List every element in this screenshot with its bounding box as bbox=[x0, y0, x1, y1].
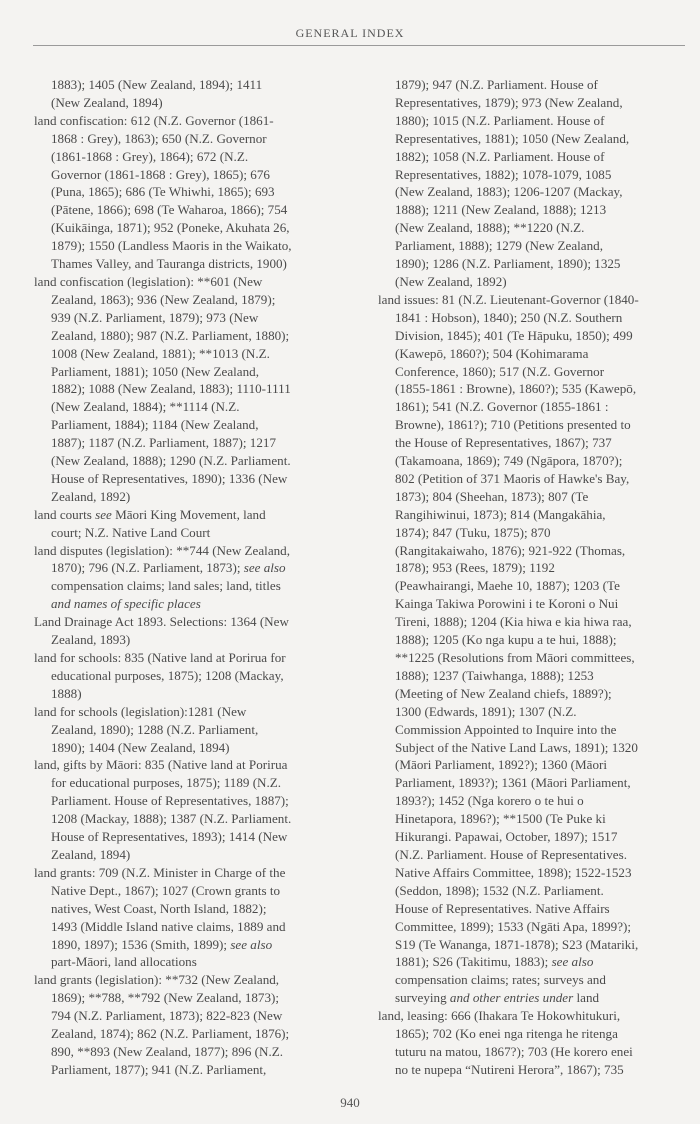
index-line: 1883); 1405 (New Zealand, 1894); 1411 bbox=[51, 77, 263, 92]
index-line: 939 (N.Z. Parliament, 1879); 973 (New bbox=[51, 309, 259, 325]
index-line: no te nupepa “Nutireni Herora”, 1867); 735 bbox=[395, 1061, 624, 1077]
index-line: Zealand, 1890); 1288 (N.Z. Parliament, bbox=[51, 721, 259, 737]
index-line: court; N.Z. Native Land Court bbox=[51, 524, 211, 540]
index-line: 1890); 1404 (New Zealand, 1894) bbox=[51, 739, 230, 755]
index-line: (Kawepō, 1860?); 504 (Kohimarama bbox=[395, 345, 589, 361]
index-entry bbox=[34, 703, 344, 757]
index-line: Subject of the Native Land Laws, 1891); 1320 bbox=[395, 739, 638, 755]
index-line: Representatives, 1882); 1078-1079, 1085 bbox=[395, 166, 612, 182]
index-line: (Kuikāinga, 1871); 952 (Poneke, Akuhata 26, bbox=[51, 220, 290, 236]
index-line: 1888); 1237 (Taiwhanga, 1888); 1253 bbox=[395, 667, 594, 683]
index-line: land confiscation (legislation): **601 (New bbox=[34, 273, 263, 289]
index-line: for educational purposes, 1875); 1189 (N.Z. bbox=[51, 775, 282, 791]
index-line: compensation claims; land sales; land, titles bbox=[51, 578, 281, 594]
index-line: 1008 (New Zealand, 1881); **1013 (N.Z. bbox=[51, 345, 270, 361]
index-line: S19 (Te Wananga, 1871-1878); S23 (Matariki, bbox=[395, 936, 639, 952]
index-line: land, gifts by Māori: 835 (Native land at Porirua bbox=[34, 757, 288, 773]
index-line: 794 (N.Z. Parliament, 1873); 822-823 (New bbox=[51, 1008, 283, 1024]
index-line: the House of Representatives, 1867); 737 bbox=[395, 435, 612, 451]
index-line: House of Representatives, 1893); 1414 (New bbox=[51, 829, 288, 845]
index-line: (Peawhairangi, Maehe 10, 1887); 1203 (Te bbox=[395, 578, 620, 594]
index-line: Native Dept., 1867); 1027 (Crown grants to bbox=[51, 882, 281, 898]
index-line: Parliament, 1884); 1184 (New Zealand, bbox=[51, 417, 259, 433]
index-line: Zealand, 1892) bbox=[51, 488, 131, 504]
index-line: Native Affairs Committee, 1898); 1522-1523 bbox=[395, 864, 632, 880]
index-line: **1225 (Resolutions from Māori committees, bbox=[395, 650, 635, 665]
index-line: House of Representatives, 1890); 1336 (New bbox=[51, 470, 288, 486]
index-line: 1841 : Hobson), 1840); 250 (N.Z. Southern bbox=[395, 309, 623, 325]
index-line: 1893?); 1452 (Nga korero o te hui o bbox=[395, 793, 584, 809]
index-line: Hikurangi. Papawai, October, 1897); 1517 bbox=[395, 829, 618, 845]
index-line: Parliament, 1893?); 1361 (Māori Parliament, bbox=[395, 775, 631, 791]
index-line: Parliament, 1888); 1279 (New Zealand, bbox=[395, 238, 603, 254]
index-line: Thames Valley, and Tauranga districts, 1900) bbox=[51, 256, 287, 272]
index-line: 1882); 1088 (New Zealand, 1883); 1110-1111 bbox=[51, 381, 291, 397]
index-line: land for schools: 835 (Native land at Porirua for bbox=[34, 650, 286, 665]
index-line: land grants: 709 (N.Z. Minister in Charge of the bbox=[34, 864, 286, 880]
index-line: land issues: 81 (N.Z. Lieutenant-Governor (1840- bbox=[378, 291, 639, 307]
index-entry bbox=[34, 613, 344, 649]
index-entry bbox=[378, 291, 688, 1007]
index-entry bbox=[34, 112, 344, 273]
index-line: Commission Appointed to Inquire into the bbox=[395, 721, 617, 737]
index-entry bbox=[34, 76, 344, 112]
index-line: Zealand, 1894) bbox=[51, 846, 131, 862]
index-entry bbox=[34, 273, 344, 506]
index-line: 1888) bbox=[51, 685, 82, 701]
index-entry bbox=[34, 542, 344, 614]
index-entry bbox=[34, 649, 344, 703]
index-line: Parliament. House of Representatives, 1887); bbox=[51, 793, 289, 809]
index-line: (New Zealand, 1883); 1206-1207 (Mackay, bbox=[395, 184, 623, 200]
index-line: 1887); 1187 (N.Z. Parliament, 1887); 1217 bbox=[51, 435, 276, 451]
index-entry bbox=[34, 506, 344, 542]
index-line: 1878); 953 (Rees, 1879); 1192 bbox=[395, 560, 555, 576]
index-line: (Meeting of New Zealand chiefs, 1889?); bbox=[395, 685, 612, 701]
index-line: (N.Z. Parliament. House of Representatives. bbox=[395, 846, 627, 862]
index-line: 1890, 1897); 1536 (Smith, 1899); see also bbox=[51, 936, 273, 952]
index-line: 1869); **788, **792 (New Zealand, 1873); bbox=[51, 990, 280, 1006]
index-line: part-Māori, land allocations bbox=[51, 954, 197, 970]
index-line: land confiscation: 612 (N.Z. Governor (1861- bbox=[34, 112, 274, 128]
page-number: 940 bbox=[340, 1095, 360, 1110]
index-line: land disputes (legislation): **744 (New Zealand, bbox=[34, 542, 290, 558]
index-line: land, leasing: 666 (Ihakara Te Hokowhitukuri, bbox=[378, 1008, 621, 1024]
index-line: 1873); 804 (Sheehan, 1873); 807 (Te bbox=[395, 488, 589, 504]
index-line: Tireni, 1888); 1204 (Kia hiwa e kia hiwa raa, bbox=[395, 614, 632, 630]
index-line: Representatives, 1879); 973 (New Zealand, bbox=[395, 94, 623, 110]
index-line: Kainga Takiwa Porowini i te Koroni o Nui bbox=[395, 596, 619, 612]
index-line: Zealand, 1880); 987 (N.Z. Parliament, 1880); bbox=[51, 327, 290, 343]
index-line: Governor (1861-1868 : Grey), 1865); 676 bbox=[51, 166, 270, 182]
index-line: 1881); S26 (Takitimu, 1883); see also bbox=[395, 954, 594, 970]
index-line: 1874); 847 (Tuku, 1875); 870 bbox=[395, 524, 551, 540]
index-line: (New Zealand, 1894) bbox=[51, 94, 163, 110]
index-line: (Māori Parliament, 1892?); 1360 (Māori bbox=[395, 757, 607, 773]
index-line: Zealand, 1874); 862 (N.Z. Parliament, 1876); bbox=[51, 1026, 290, 1042]
index-line: 1890); 1286 (N.Z. Parliament, 1890); 1325 bbox=[395, 256, 621, 272]
index-line: 1865); 702 (Ko enei nga ritenga he ritenga bbox=[395, 1026, 618, 1042]
index-line: (Pātene, 1866); 698 (Te Waharoa, 1866); 754 bbox=[51, 202, 288, 218]
index-line: 1300 (Edwards, 1891); 1307 (N.Z. bbox=[395, 703, 577, 719]
index-line: Parliament, 1877); 941 (N.Z. Parliament, bbox=[51, 1061, 267, 1077]
index-line: land for schools (legislation):1281 (New bbox=[34, 703, 247, 719]
index-line: Hinetapora, 1896?); **1500 (Te Puke ki bbox=[395, 811, 606, 827]
index-line: (New Zealand, 1892) bbox=[395, 273, 507, 289]
index-line: 1888); 1205 (Ko nga kupu a te hui, 1888); bbox=[395, 632, 617, 648]
index-line: Parliament, 1881); 1050 (New Zealand, bbox=[51, 363, 259, 379]
index-entry bbox=[378, 76, 688, 291]
index-line: 1879); 947 (N.Z. Parliament. House of bbox=[395, 77, 598, 92]
index-line: Division, 1845); 401 (Te Hāpuku, 1850); 499 bbox=[395, 327, 633, 343]
index-line: House of Representatives. Native Affairs bbox=[395, 900, 610, 916]
index-line: 1208 (Mackay, 1888); 1387 (N.Z. Parliament. bbox=[51, 811, 292, 827]
index-line: Representatives, 1881); 1050 (New Zealand, bbox=[395, 130, 630, 146]
index-line: Browne), 1861?); 710 (Petitions presented to bbox=[395, 417, 631, 433]
index-line: Zealand, 1893) bbox=[51, 632, 131, 648]
index-line: land grants (legislation): **732 (New Zealand, bbox=[34, 972, 280, 988]
index-line: (New Zealand, 1888); 1290 (N.Z. Parliament. bbox=[51, 453, 291, 469]
index-line: (Seddon, 1898); 1532 (N.Z. Parliament. bbox=[395, 882, 604, 898]
index-line: 802 (Petition of 371 Maoris of Hawke's Bay, bbox=[395, 470, 630, 486]
index-entry bbox=[378, 1007, 688, 1079]
index-line: Conference, 1860); 517 (N.Z. Governor bbox=[395, 363, 605, 379]
index-line: 1888); 1211 (New Zealand, 1888); 1213 bbox=[395, 202, 607, 218]
index-line: Committee, 1899); 1533 (Ngāti Apa, 1899?); bbox=[395, 918, 632, 934]
index-entry bbox=[34, 756, 344, 863]
index-line: educational purposes, 1875); 1208 (Mackay, bbox=[51, 667, 284, 683]
left-column bbox=[34, 76, 344, 1079]
index-line: 1870); 796 (N.Z. Parliament, 1873); see also bbox=[51, 560, 286, 576]
index-line: Zealand, 1863); 936 (New Zealand, 1879); bbox=[51, 291, 276, 307]
index-line: (Rangitakaiwaho, 1876); 921-922 (Thomas, bbox=[395, 542, 626, 558]
index-line: 890, **893 (New Zealand, 1877); 896 (N.Z. bbox=[51, 1043, 283, 1059]
index-line: 1880); 1015 (N.Z. Parliament. House of bbox=[395, 112, 605, 128]
index-entry bbox=[34, 971, 344, 1078]
index-line: 1493 (Middle Island native claims, 1889 and bbox=[51, 918, 286, 934]
index-line: Rangihiwinui, 1873); 814 (Mangakāhia, bbox=[395, 506, 606, 522]
header-rule bbox=[33, 45, 685, 46]
index-line: (New Zealand, 1884); **1114 (N.Z. bbox=[51, 399, 240, 415]
index-line: compensation claims; rates; surveys and bbox=[395, 972, 606, 988]
right-column bbox=[378, 76, 688, 1079]
index-line: (1861-1868 : Grey), 1864); 672 (N.Z. bbox=[51, 148, 249, 164]
index-line: 1879); 1550 (Landless Maoris in the Waikato, bbox=[51, 238, 292, 254]
index-line: (1855-1861 : Browne), 1860?); 535 (Kawepō, bbox=[395, 381, 637, 397]
index-line: (Takamoana, 1869); 749 (Ngāpora, 1870?); bbox=[395, 453, 623, 469]
index-line: and names of specific places bbox=[51, 596, 201, 612]
index-line: land courts see Māori King Movement, land bbox=[34, 506, 266, 522]
index-line: 1882); 1058 (N.Z. Parliament. House of bbox=[395, 148, 605, 164]
index-line: 1868 : Grey), 1863); 650 (N.Z. Governor bbox=[51, 130, 267, 146]
index-line: 1861); 541 (N.Z. Governor (1855-1861 : bbox=[395, 399, 609, 415]
running-head: GENERAL INDEX bbox=[295, 26, 405, 40]
index-line: tuturu na matou, 1867?); 703 (He korero enei bbox=[395, 1043, 633, 1059]
index-line: (New Zealand, 1888); **1220 (N.Z. bbox=[395, 220, 585, 236]
index-line: natives, West Coast, North Island, 1882); bbox=[51, 900, 267, 916]
index-line: surveying and other entries under land bbox=[395, 990, 600, 1006]
index-entry bbox=[34, 864, 344, 971]
index-line: (Puna, 1865); 686 (Te Whiwhi, 1865); 693 bbox=[51, 184, 275, 200]
index-line: Land Drainage Act 1893. Selections: 1364 (New bbox=[34, 614, 289, 630]
